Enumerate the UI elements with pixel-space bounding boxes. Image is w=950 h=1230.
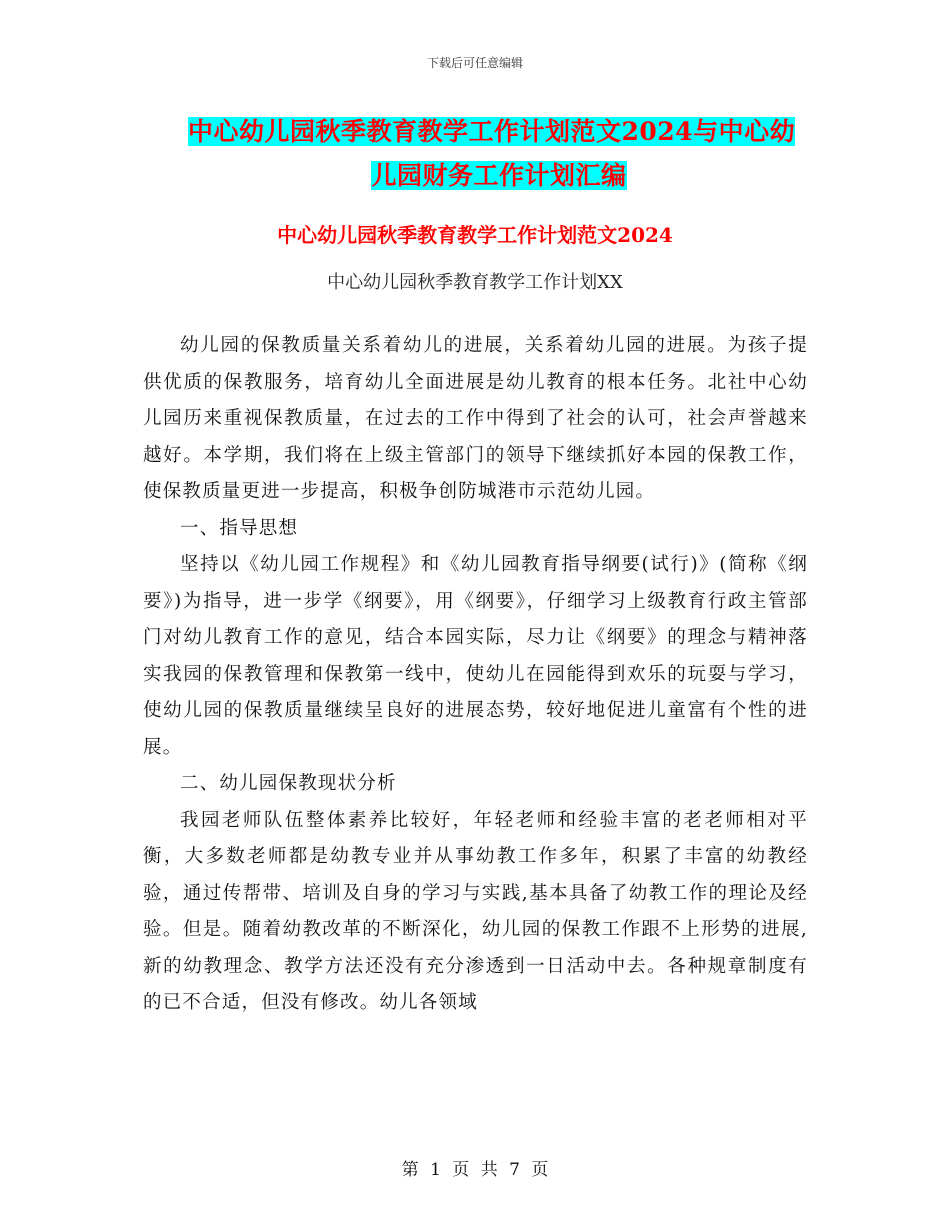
document-subtitle: 中心幼儿园秋季教育教学工作计划XX [327, 272, 623, 293]
body-text [143, 328, 808, 1022]
document-main-title [188, 110, 810, 198]
main-title-line-1-highlight: 中心幼儿园秋季教育教学工作计划范文2024与中心幼 [188, 117, 796, 146]
section-title: 中心幼儿园秋季教育教学工作计划范文2024 [277, 223, 673, 247]
main-title-line-2-highlight: 儿园财务工作计划汇编 [371, 161, 627, 190]
main-title-line-2 [188, 154, 810, 198]
main-title-line-1 [188, 110, 810, 154]
header-note: 下载后可任意编辑 [426, 56, 523, 70]
page-footer: 第 1 页 共 7 页 [401, 1160, 549, 1180]
paragraph-intro: 幼儿园的保教质量关系着幼儿的进展，关系着幼儿园的进展。为孩子提供优质的保教服务，培育幼儿全面进展是幼儿教育的根本任务。北社中心幼儿园历来重视保教质量，在过去的工作中得到了社会的认可，社会声誉越来越好。本学期，我们将在上级主管部门的领导下继续抓好本园的保教工作，使保教质量更进一步提高，积极争创防城港市示范幼儿园。 [143, 335, 808, 502]
heading-status-analysis: 二、幼儿园保教现状分析 [180, 773, 397, 794]
paragraph-guiding-ideology: 坚持以《幼儿园工作规程》和《幼儿园教育指导纲要(试行)》(简称《纲要》)为指导，进一步学《纲要》，用《纲要》，仔细学习上级教育行政主管部门对幼儿教育工作的意见，结合本园实际，尽力让《纲要》的理念与精神落实我园的保教管理和保教第一线中，使幼儿在园能得到欢乐的玩耍与学习，使幼儿园的保教质量继续呈良好的进展态势，较好地促进儿童富有个性的进展。 [143, 554, 808, 758]
paragraph-status-analysis: 我园老师队伍整体素养比较好，年轻老师和经验丰富的老老师相对平衡，大多数老师都是幼教专业并从事幼教工作多年，积累了丰富的幼教经验，通过传帮带、培训及自身的学习与实践,基本具备了幼教工作的理论及经验。但是。随着幼教改革的不断深化，幼儿园的保教工作跟不上形势的进展,新的幼教理念、教学方法还没有充分渗透到一日活动中去。各种规章制度有的已不合适，但没有修改。幼儿各领域 [143, 809, 808, 1013]
heading-guiding-ideology: 一、指导思想 [180, 517, 299, 539]
